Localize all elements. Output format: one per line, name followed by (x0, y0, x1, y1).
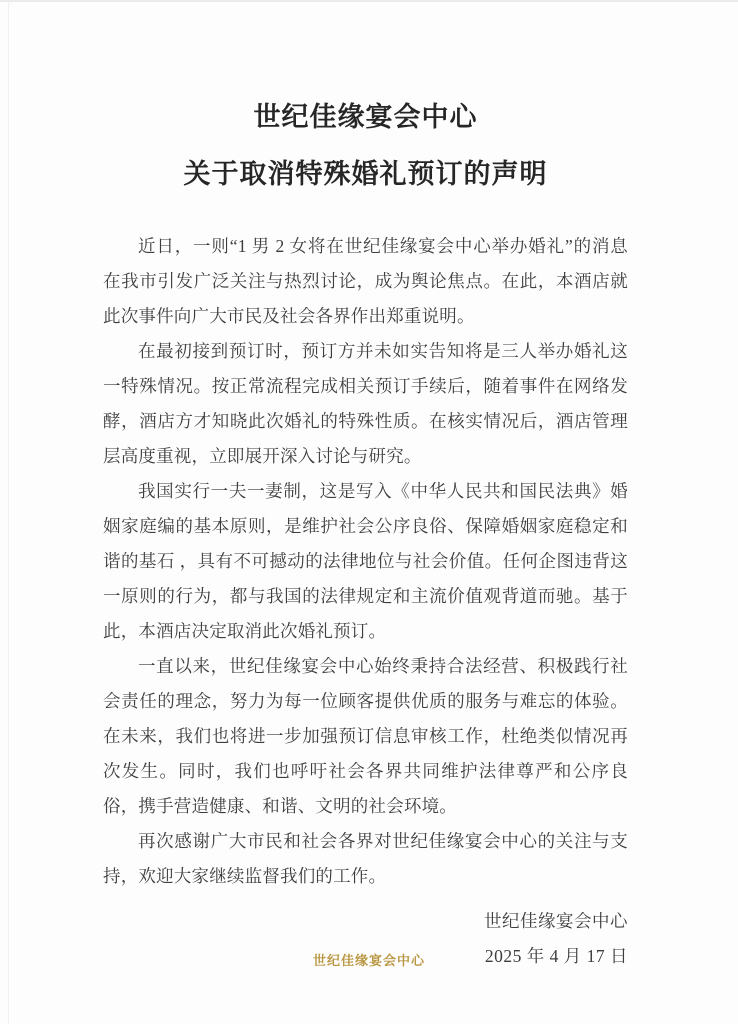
signature-org-name: 世纪佳缘宴会中心 (484, 911, 628, 931)
document-content (0, 2, 738, 974)
paragraph-legal-basis: 我国实行一夫一妻制，这是写入《中华人民共和国民法典》婚姻家庭编的基本原则，是维护社会公序良俗、保障婚姻家庭稳定和谐的基石 ，具有不可撼动的法律地位与社会价值。任何企图违背这一原则的行为，都与我国的法律规定和主流价值观背道而驰。基于此，本酒店决定取消此次婚礼预订。 (103, 481, 628, 641)
document-body (103, 229, 628, 894)
paragraph-intro: 近日，一则“1 男 2 女将在世纪佳缘宴会中心举办婚礼”的消息在我市引发广泛关注与热烈讨论，成为舆论焦点。在此，本酒店就此次事件向广大市民及社会各界作出郑重说明。 (103, 236, 628, 326)
paragraph-commitment: 一直以来，世纪佳缘宴会中心始终秉持合法经营、积极践行社会责任的理念，努力为每一位顾客提供优质的服务与难忘的体验。在未来，我们也将进一步加强预订信息审核工作，杜绝类似情况再次发生。同时，我们也呼吁社会各界共同维护法律尊严和公序良俗，携手营造健康、和谐、文明的社会环境。 (103, 656, 628, 816)
paragraph-booking-facts: 在最初接到预订时，预订方并未如实告知将是三人举办婚礼这一特殊情况。按正常流程完成相关预订手续后，随着事件在网络发酵，酒店方才知晓此次婚礼的特殊性质。在核实情况后，酒店管理层高度重视，立即展开深入讨论与研究。 (103, 341, 628, 466)
letterhead-gold-mark: 世纪佳缘宴会中心 (312, 953, 425, 968)
paragraph-thanks: 再次感谢广大市民和社会各界对世纪佳缘宴会中心的关注与支持，欢迎大家继续监督我们的工作。 (103, 831, 628, 886)
document-title-subject: 关于取消特殊婚礼预订的声明 (183, 159, 548, 189)
document-title-org: 世纪佳缘宴会中心 (253, 102, 478, 132)
signature-date: 2025 年 4 月 17 日 (484, 946, 628, 966)
